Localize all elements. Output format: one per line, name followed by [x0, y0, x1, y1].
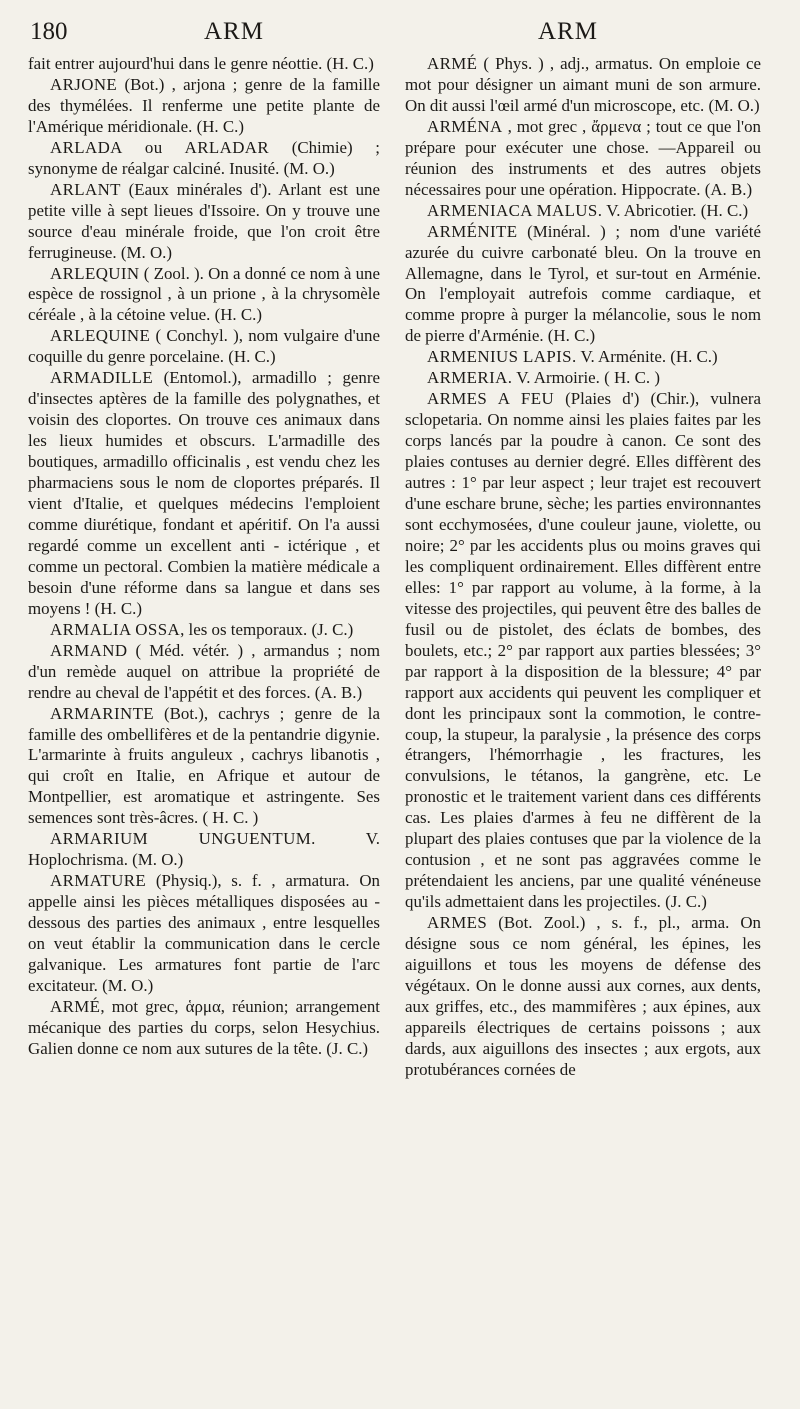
entry-definition: V. Arménite. (H. C.): [576, 347, 718, 367]
entry-definition: ( Phys. ) , adj., armatus. On emploie ce mot pour désigner un aimant muni de son armure. On dit aussi l'œil armé d'un microscope, etc. (M. O.): [405, 54, 761, 115]
entry-definition: (Bot.) , arjona ; genre de la famille des thymélées. Il renferme une petite plante de l'Amérique méridionale. (H. C.): [28, 74, 380, 136]
entry-definition: (Eaux minérales d'). Arlant est une petite ville à sept lieues d'Issoire. On y trouve une source d'eau minérale froide, que l'on croit être ferrugineuse. (M. O.): [28, 179, 380, 262]
entry-headword: ARMENIACA MALUS.: [427, 200, 603, 220]
entry-headword: ARMADILLE: [50, 368, 154, 388]
dictionary-entry-arlant: [28, 180, 380, 264]
dictionary-entry-armenite: [405, 222, 761, 348]
entry-definition: ( Zool. ). On a donné ce nom à une espèce de rossignol , à un prione , à la chrysomèle céréale , à la cétoine velue. (H. C.): [28, 263, 380, 325]
entry-headword: ARMES: [427, 913, 488, 933]
dictionary-entry-armalia: [28, 620, 380, 641]
entry-definition: (Bot.), cachrys ; genre de la famille des ombellifères et de la pentandrie digynie. L'armarinte à fruits anguleux , cachrys libanotis , qui croît en Italie, en Afrique et autour de Montpellier, est aromatique et astringente. Ses semences sont très-âcres. ( H. C. ): [28, 703, 380, 828]
entry-definition: (Bot. Zool.) , s. f., pl., arma. On désigne sous ce nom général, les épines, les aiguillons et tous les moyens de défense des végétaux. On le donne aussi aux cornes, aux dents, aux griffes, etc., des mammifères ; aux épines, aux appareils électriques de certains poissons ; aux dards, aux aiguillons des insectes ; aux ergots, aux protubérances cornées de: [405, 913, 761, 1079]
entry-definition: (Plaies d') (Chir.), vulnera sclopetaria. On nomme ainsi les plaies faites par les corps lancés par la poudre à canon. Ce sont des plaies contuses au dernier degré. Elles diffèrent des autres : 1° par leur aspect ; leur trajet est recouvert d'une eschare brune, sèche; les parties environnantes sont ecchymosées, d'une couleur jaune, violette, ou noire; 2° par les accidents plus ou moins graves qui les compliquent ordinairement. Elles diffèrent entre elles: 1° par rapport au volume, à la forme, à la vitesse des projectiles, qui peuvent être des balles de fusil ou de pistolet, des éclats de bombes, des boulets, etc.; 2° par rapport aux parties blessées; 3° par rapport à la disposition de la blessure; 4° par rapport aux accidents qui peuvent les compliquer et dont les principaux sont la commotion, le contre-coup, la stupeur, la paralysie , la présence des corps étrangers, l'hémorrhagie , les fractures, les convulsions, le tétanos, la gangrène, etc. Le pronostic et le traitement varient dans ces différents cas. Les plaies d'armes à feu ne diffèrent de la plupart des plaies contuses que par la violence de la contusion , et ne sont pas aggravées comme le prétendaient les anciens, par une qualité vénéneuse qu'ils admettaient dans les projectiles. (J. C.): [405, 389, 761, 912]
dictionary-entry-armeniaca: [405, 201, 761, 222]
entry-headword: ARMÉ: [50, 996, 101, 1016]
entry-headword: ARLEQUINE: [50, 326, 151, 346]
entry-headword: ARMARIUM UNGUENTUM.: [50, 829, 316, 849]
entry-definition: V. Hoplochrisma. (M. O.): [28, 829, 380, 870]
running-head-left: ARM: [204, 18, 264, 45]
right-column: [405, 54, 761, 1081]
entry-headword: ARMENIUS LAPIS.: [427, 347, 577, 367]
entry-headword: ARMES A FEU: [427, 389, 555, 409]
dictionary-entry-armena: [405, 117, 761, 201]
entry-definition: V. Armoirie. ( H. C. ): [512, 368, 660, 388]
entry-headword: ARMALIA OSSA: [50, 619, 181, 639]
dictionary-entry-armes: [405, 913, 761, 1081]
entry-headword: ARLANT: [50, 179, 121, 199]
entry-definition: , mot grec, ἁρμα, réunion; arrangement mécanique des parties du corps, selon Hesychius. Galien donne ce nom aux sutures de la tête. (J. C.): [28, 996, 380, 1058]
page-number: 180: [30, 18, 68, 45]
dictionary-entry-armadille: [28, 368, 380, 619]
entry-definition: (Entomol.), armadillo ; genre d'insectes aptères de la famille des polygnathes, et voisin des cloportes. On trouve ces animaux dans les lieux humides et obscurs. L'armadille des boutiques, armadillo officinalis , est vendu chez les pharmaciens sous le nom de cloportes préparés. Il vient d'Italie, et quelques médecins l'emploient comme diurétique, fondant et apéritif. On l'a aussi regardé comme un excellent anti - ictérique , et comme un pectoral. Combien la matière médicale a besoin d'une réforme dans sa langue et dans ses moyens ! (H. C.): [28, 368, 380, 618]
entry-headword: ARMAND: [50, 640, 128, 660]
entry-headword: ARJONE: [50, 74, 118, 94]
entry-headword: ARMATURE: [50, 871, 147, 891]
page-header: [28, 14, 772, 50]
entry-headword: ARMARINTE: [50, 703, 155, 723]
entry-definition: (Chimie) ; synonyme de réalgar calciné. Inusité. (M. O.): [28, 137, 380, 178]
entry-definition: V. Abricotier. (H. C.): [602, 200, 749, 220]
entry-definition: fait entrer aujourd'hui dans le genre néottie. (H. C.): [28, 54, 374, 73]
dictionary-entry-arlequine: [28, 326, 380, 368]
entry-definition: ( Conchyl. ), nom vulgaire d'une coquille du genre porcelaine. (H. C.): [28, 326, 380, 367]
entry-headword: ARLEQUIN: [50, 263, 140, 283]
dictionary-entry-armeria: [405, 368, 761, 389]
dictionary-entry-arme: [28, 997, 380, 1060]
entry-headword: ARMÉNITE: [427, 221, 518, 241]
entry-definition: , mot grec , ἄρμενα ; tout ce que l'on prépare pour exécuter une chose. —Appareil ou réunion des instruments et des autres objets nécessaires pour une opération. Hippocrate. (A. B.): [405, 116, 761, 199]
entry-definition: ( Méd. vétér. ) , armandus ; nom d'un remède auquel on attribue la propriété de rendre au cheval de l'appétit et des forces. (A. B.): [28, 640, 380, 702]
entry-definition: (Minéral. ) ; nom d'une variété azurée du cuivre carbonaté bleu. On la trouve en Allemagne, dans le Tyrol, et sur-tout en Arménie. On l'employait autrefois comme cardiaque, et comme propre à purger la mélancolie, sous le nom de pierre d'Arménie. (H. C.): [405, 221, 761, 346]
dictionary-entry-cont: [28, 54, 380, 75]
dictionary-entry-armenius: [405, 347, 761, 368]
entry-definition: , les os temporaux. (J. C.): [180, 619, 354, 639]
entry-headword: ARMÉNA: [427, 116, 503, 136]
entry-headword: ARMÉ: [427, 54, 478, 73]
running-head-right: ARM: [538, 18, 598, 45]
dictionary-entry-armand: [28, 641, 380, 704]
dictionary-entry-arme-phys: [405, 54, 761, 117]
left-column: [28, 54, 380, 1060]
dictionary-entry-arjone: [28, 75, 380, 138]
entry-definition: (Physiq.), s. f. , armatura. On appelle ainsi les pièces métalliques disposées au - dessous des parties des animaux , entre lesquelles on veut établir la communication dans le cercle galvanique. Les armatures font partie de l'arc excitateur. (M. O.): [28, 871, 380, 995]
dictionary-entry-arlada: [28, 138, 380, 180]
dictionary-entry-armarium: [28, 829, 380, 871]
entry-headword: ARMERIA.: [427, 368, 513, 388]
dictionary-entry-armature: [28, 871, 380, 997]
dictionary-entry-armes-feu: [405, 389, 761, 913]
entry-headword: ARLADA ou ARLADAR: [50, 137, 270, 157]
dictionary-entry-armarinte: [28, 704, 380, 830]
dictionary-entry-arlequin: [28, 264, 380, 327]
